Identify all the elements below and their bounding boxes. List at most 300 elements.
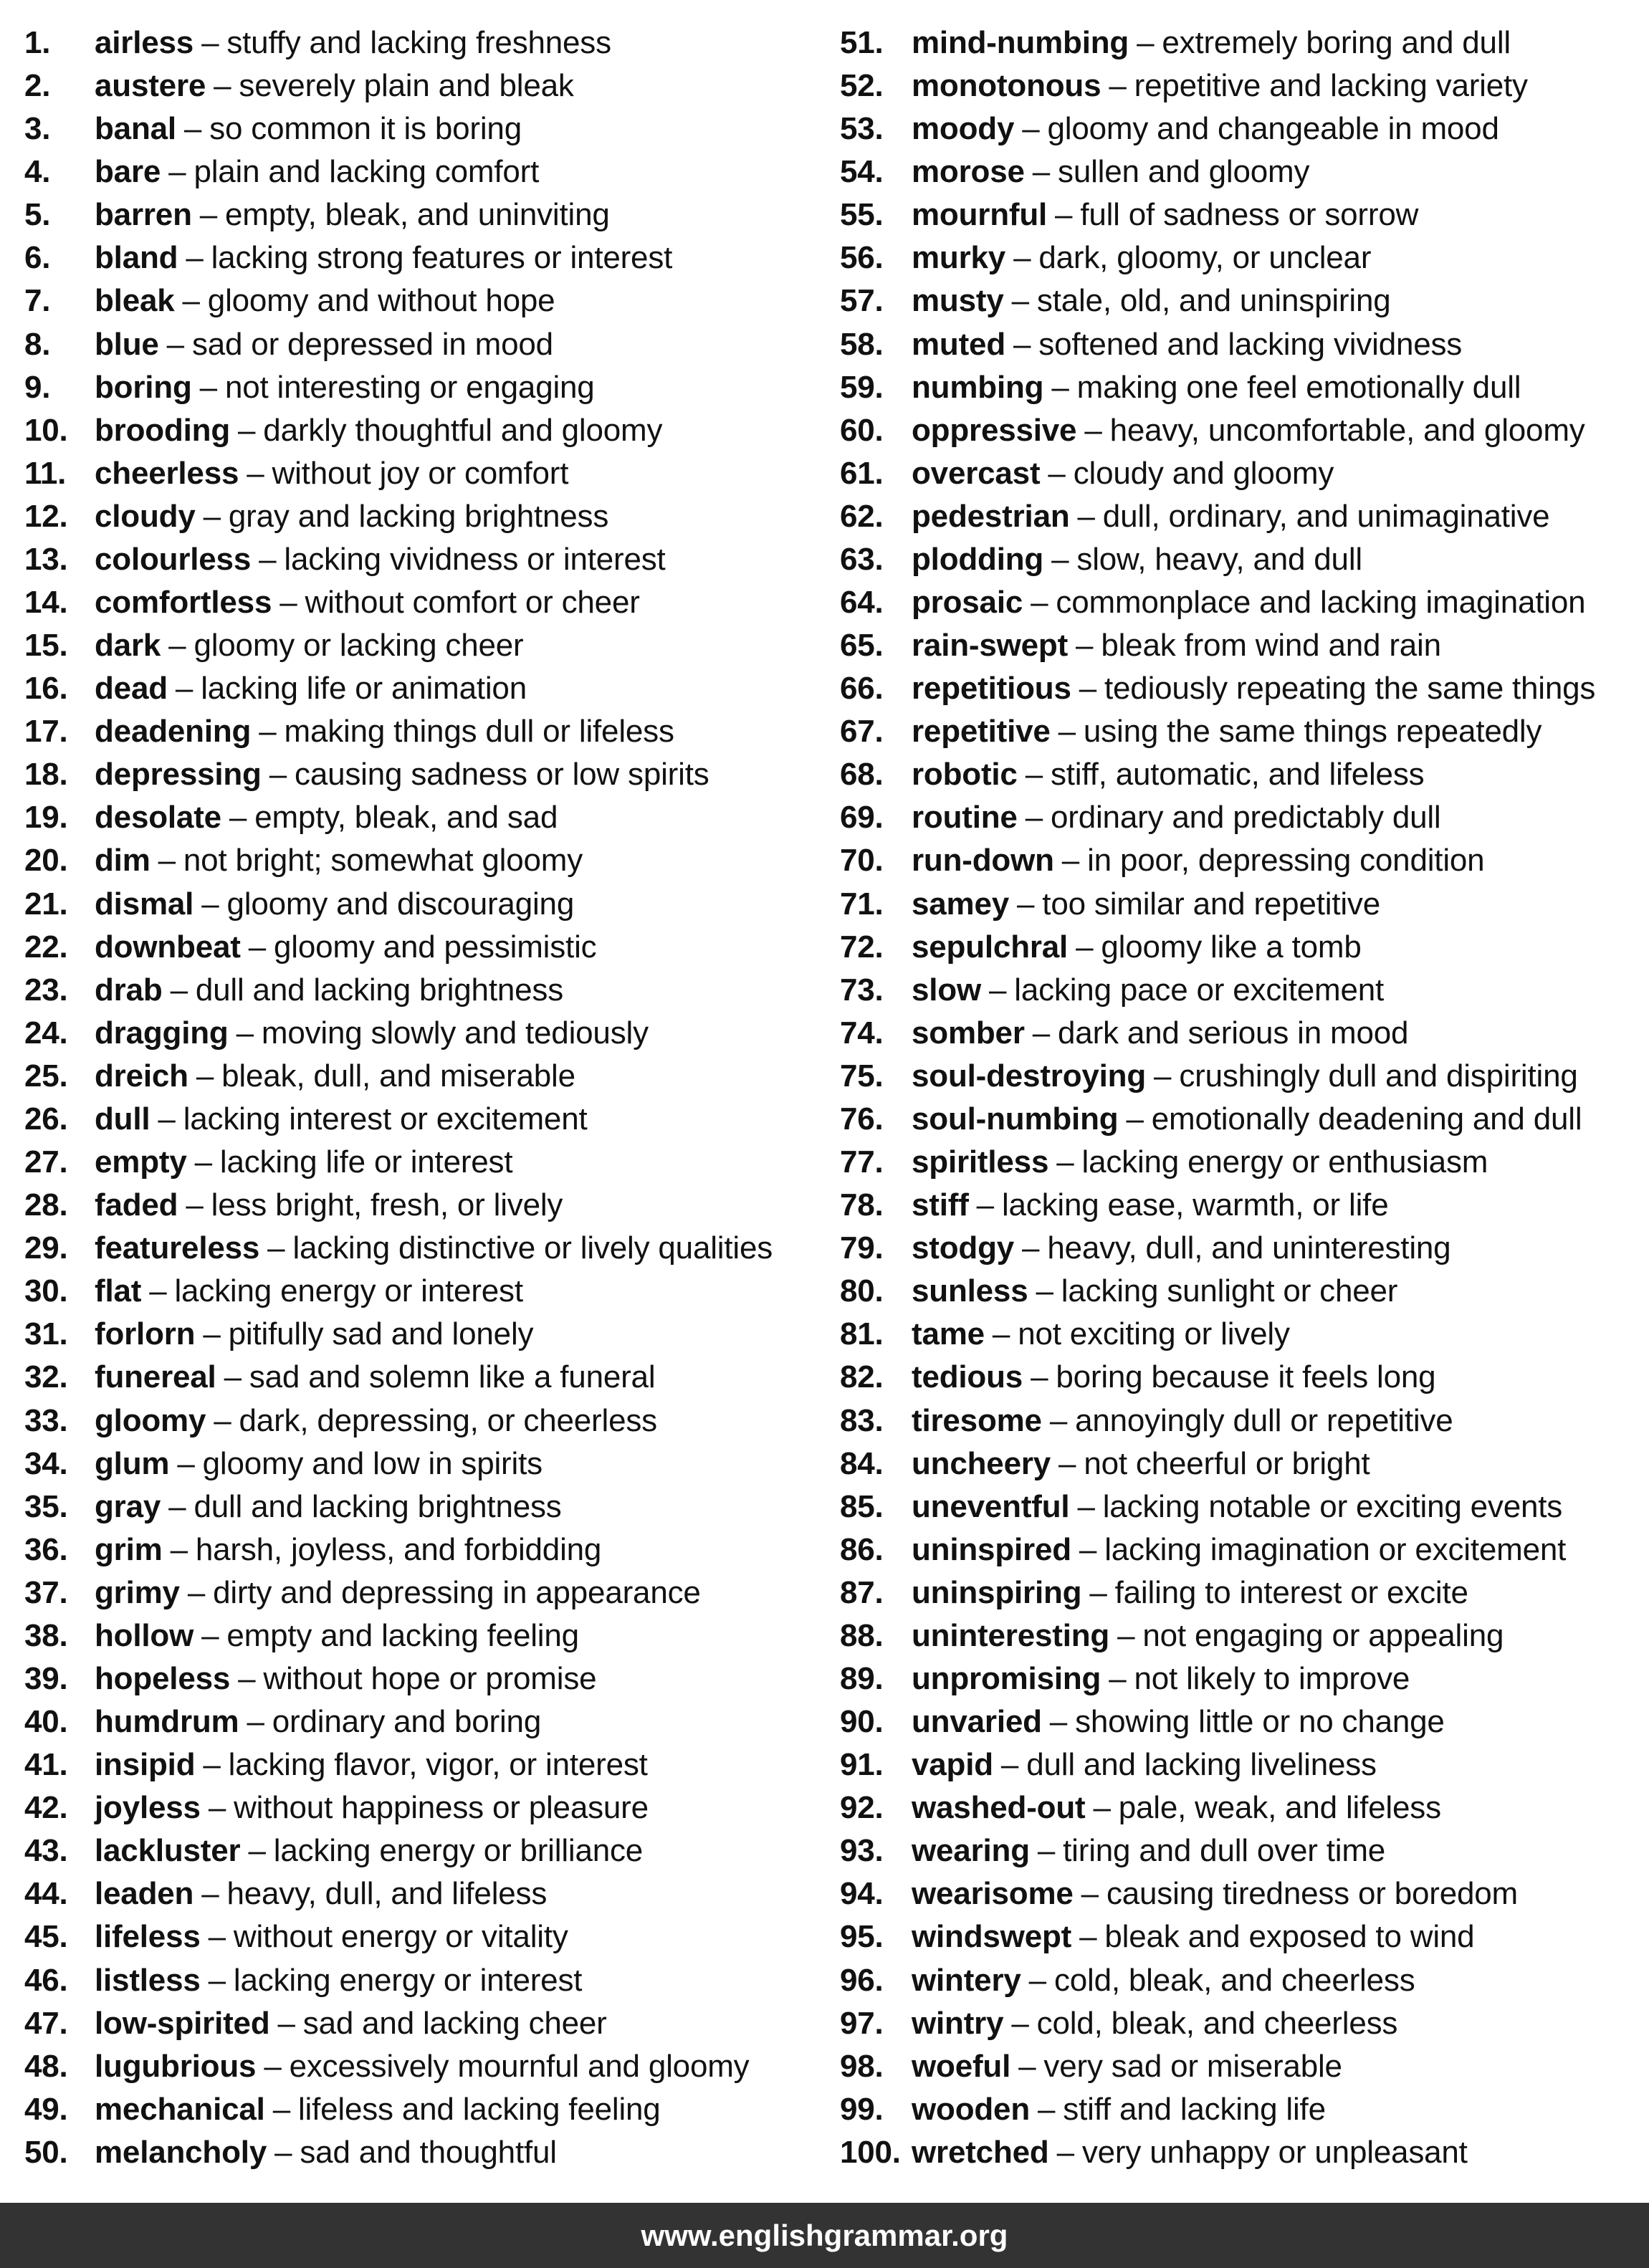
item-definition: repetitive and lacking variety [1134, 68, 1528, 104]
list-item [840, 323, 1635, 366]
item-word: cloudy [95, 498, 196, 534]
item-separator: – [976, 1187, 994, 1223]
list-item [840, 839, 1635, 882]
item-definition: dark and serious in mood [1058, 1015, 1409, 1051]
item-separator: – [272, 2091, 290, 2127]
item-definition: crushingly dull and dispiriting [1179, 1058, 1578, 1094]
list-item [840, 1356, 1635, 1399]
item-number: 90. [840, 1704, 884, 1740]
item-separator: – [1013, 240, 1031, 276]
item-separator: – [1126, 1101, 1144, 1137]
item-separator: – [1037, 1833, 1056, 1869]
item-word: boring [95, 369, 192, 405]
item-separator: – [194, 1144, 212, 1180]
item-number: 55. [840, 197, 884, 233]
item-separator: – [247, 1704, 264, 1740]
item-separator: – [1038, 2091, 1056, 2127]
item-separator: – [187, 1574, 206, 1610]
list-item [840, 1528, 1635, 1571]
list-item [24, 926, 827, 969]
item-number: 33. [24, 1402, 68, 1438]
item-word: gloomy [95, 1402, 206, 1438]
item-separator: – [175, 671, 193, 707]
item-separator: – [182, 283, 200, 319]
item-word: uneventful [912, 1488, 1070, 1524]
item-definition: sad and solemn like a funeral [249, 1359, 656, 1395]
item-definition: bleak, dull, and miserable [221, 1058, 575, 1094]
item-definition: sad and lacking cheer [302, 2005, 607, 2041]
item-word: uninspiring [912, 1574, 1082, 1610]
item-number: 24. [24, 1015, 68, 1051]
item-word: musty [912, 283, 1004, 319]
item-definition: bleak and exposed to wind [1104, 1919, 1475, 1955]
item-separator: – [201, 1617, 219, 1653]
item-separator: – [203, 1747, 221, 1783]
item-separator: – [1013, 326, 1031, 362]
item-word: stodgy [912, 1230, 1015, 1266]
item-definition: lacking life or animation [201, 671, 527, 707]
item-word: lifeless [95, 1919, 201, 1955]
item-separator: – [247, 455, 264, 491]
item-separator: – [158, 1101, 176, 1137]
list-item [840, 495, 1635, 538]
list-item [840, 2045, 1635, 2088]
item-word: routine [912, 800, 1018, 836]
list-item [24, 495, 827, 538]
item-separator: – [1032, 1015, 1051, 1051]
item-definition: stale, old, and uninspiring [1036, 283, 1391, 319]
list-item [24, 2088, 827, 2131]
item-number: 61. [840, 455, 884, 491]
item-number: 21. [24, 886, 68, 922]
item-separator: – [1000, 1747, 1019, 1783]
item-word: repetitive [912, 714, 1051, 750]
item-definition: gloomy and pessimistic [274, 929, 597, 965]
list-item [840, 796, 1635, 839]
list-item [840, 1313, 1635, 1356]
item-number: 93. [840, 1833, 884, 1869]
item-separator: – [1025, 757, 1043, 793]
list-item [840, 1743, 1635, 1786]
item-definition: lacking interest or excitement [183, 1101, 588, 1137]
list-item [24, 1959, 827, 2002]
item-number: 73. [840, 972, 884, 1008]
item-definition: stiff, automatic, and lifeless [1050, 757, 1425, 793]
list-item [24, 624, 827, 667]
item-definition: lacking sunlight or cheer [1061, 1273, 1398, 1309]
list-item [24, 193, 827, 236]
item-separator: – [1058, 714, 1076, 750]
item-number: 28. [24, 1187, 68, 1223]
item-separator: – [201, 25, 219, 60]
item-word: insipid [95, 1747, 196, 1783]
item-definition: lacking energy or brilliance [273, 1833, 644, 1869]
item-number: 68. [840, 757, 884, 793]
item-separator: – [1077, 1488, 1095, 1524]
item-number: 6. [24, 240, 51, 276]
item-definition: empty and lacking feeling [226, 1617, 579, 1653]
item-separator: – [238, 412, 256, 448]
footer-website-url: www.englishgrammar.org [641, 2219, 1008, 2252]
item-separator: – [203, 1316, 221, 1352]
item-definition: pitifully sad and lonely [228, 1316, 534, 1352]
item-number: 62. [840, 498, 884, 534]
list-item [24, 1485, 827, 1528]
item-separator: – [208, 1962, 226, 1998]
list-item [840, 1442, 1635, 1485]
item-definition: causing sadness or low spirits [295, 757, 709, 793]
item-definition: lacking ease, warmth, or life [1001, 1187, 1389, 1223]
item-separator: – [168, 1488, 186, 1524]
item-word: gray [95, 1488, 161, 1524]
list-item [24, 839, 827, 882]
item-separator: – [248, 1833, 266, 1869]
item-definition: dull, ordinary, and unimaginative [1102, 498, 1550, 534]
item-separator: – [1117, 1617, 1135, 1653]
item-separator: – [1077, 498, 1095, 534]
item-separator: – [214, 1402, 231, 1438]
item-number: 19. [24, 800, 68, 836]
list-item [24, 323, 827, 366]
item-separator: – [259, 541, 277, 577]
item-number: 39. [24, 1660, 68, 1696]
item-definition: gloomy like a tomb [1101, 929, 1362, 965]
item-word: overcast [912, 455, 1041, 491]
item-number: 15. [24, 628, 68, 664]
item-definition: lacking energy or enthusiasm [1081, 1144, 1488, 1180]
item-word: spiritless [912, 1144, 1049, 1180]
item-definition: excessively mournful and gloomy [289, 2048, 750, 2084]
item-word: vapid [912, 1747, 993, 1783]
item-definition: without comfort or cheer [305, 585, 640, 621]
list-item [840, 1786, 1635, 1829]
item-definition: lacking energy or interest [233, 1962, 583, 1998]
list-item [840, 107, 1635, 150]
item-word: tedious [912, 1359, 1023, 1395]
item-definition: sullen and gloomy [1058, 154, 1310, 190]
list-item [840, 21, 1635, 64]
item-definition: cloudy and gloomy [1073, 455, 1334, 491]
item-separator: – [149, 1273, 167, 1309]
item-definition: stiff and lacking life [1063, 2091, 1326, 2127]
item-word: low-spirited [95, 2005, 270, 2041]
list-item [840, 1270, 1635, 1313]
item-word: woeful [912, 2048, 1011, 2084]
item-number: 67. [840, 714, 884, 750]
item-definition: too similar and repetitive [1042, 886, 1380, 922]
item-separator: – [269, 757, 287, 793]
list-item [840, 581, 1635, 624]
item-separator: – [1055, 197, 1073, 233]
item-number: 34. [24, 1445, 68, 1481]
item-word: banal [95, 111, 176, 147]
item-separator: – [199, 197, 218, 233]
list-item [840, 193, 1635, 236]
item-number: 41. [24, 1747, 68, 1783]
item-number: 78. [840, 1187, 884, 1223]
item-number: 35. [24, 1488, 68, 1524]
item-word: uncheery [912, 1445, 1051, 1481]
item-definition: without joy or comfort [272, 455, 569, 491]
item-separator: – [168, 628, 186, 664]
list-item [840, 1012, 1635, 1055]
item-definition: commonplace and lacking imagination [1056, 585, 1586, 621]
item-word: dismal [95, 886, 194, 922]
list-item [24, 1184, 827, 1227]
item-separator: – [1056, 2134, 1074, 2170]
item-separator: – [1025, 800, 1043, 836]
item-number: 71. [840, 886, 884, 922]
item-word: depressing [95, 757, 262, 793]
item-number: 85. [840, 1488, 884, 1524]
item-separator: – [203, 498, 221, 534]
list-item [840, 1399, 1635, 1442]
item-word: uninteresting [912, 1617, 1110, 1653]
item-word: empty [95, 1144, 187, 1180]
item-separator: – [199, 369, 217, 405]
list-item [840, 1657, 1635, 1700]
item-word: grim [95, 1531, 163, 1567]
item-definition: making one feel emotionally dull [1076, 369, 1521, 405]
list-item [840, 624, 1635, 667]
list-item [24, 1829, 827, 1872]
list-item [840, 1227, 1635, 1270]
item-word: prosaic [912, 585, 1023, 621]
item-definition: very unhappy or unpleasant [1081, 2134, 1468, 2170]
item-number: 22. [24, 929, 68, 965]
item-separator: – [166, 326, 184, 362]
item-word: samey [912, 886, 1010, 922]
list-item [24, 1012, 827, 1055]
list-item [24, 1055, 827, 1098]
item-separator: – [279, 585, 297, 621]
item-number: 82. [840, 1359, 884, 1395]
item-number: 69. [840, 800, 884, 836]
item-word: unvaried [912, 1704, 1042, 1740]
item-definition: tiring and dull over time [1063, 1833, 1386, 1869]
item-word: washed-out [912, 1790, 1086, 1826]
list-item [840, 1098, 1635, 1141]
list-item [24, 883, 827, 926]
list-item [840, 753, 1635, 796]
item-number: 25. [24, 1058, 68, 1094]
item-definition: failing to interest or excite [1114, 1574, 1468, 1610]
item-number: 20. [24, 843, 68, 879]
item-word: glum [95, 1445, 170, 1481]
item-word: moody [912, 111, 1015, 147]
item-separator: – [208, 1790, 226, 1826]
item-definition: not cheerful or bright [1084, 1445, 1370, 1481]
list-item [24, 710, 827, 753]
item-definition: slow, heavy, and dull [1076, 541, 1362, 577]
item-definition: not likely to improve [1134, 1660, 1410, 1696]
item-number: 5. [24, 197, 51, 233]
list-item [840, 1055, 1635, 1098]
item-number: 44. [24, 1876, 68, 1912]
item-definition: stuffy and lacking freshness [226, 25, 611, 60]
item-word: melancholy [95, 2134, 267, 2170]
item-number: 47. [24, 2005, 68, 2041]
item-number: 43. [24, 1833, 68, 1869]
item-word: tame [912, 1316, 985, 1352]
list-item [840, 926, 1635, 969]
list-item [24, 538, 827, 581]
item-definition: in poor, depressing condition [1087, 843, 1485, 879]
item-number: 29. [24, 1230, 68, 1266]
item-definition: showing little or no change [1075, 1704, 1445, 1740]
item-separator: – [259, 714, 277, 750]
list-item [840, 883, 1635, 926]
item-number: 56. [840, 240, 884, 276]
list-item [840, 409, 1635, 452]
item-word: slow [912, 972, 981, 1008]
list-item [24, 1141, 827, 1184]
item-definition: dull and lacking brightness [195, 972, 563, 1008]
item-number: 27. [24, 1144, 68, 1180]
item-number: 77. [840, 1144, 884, 1180]
item-word: grimy [95, 1574, 180, 1610]
item-number: 89. [840, 1660, 884, 1696]
item-word: sepulchral [912, 929, 1069, 965]
item-definition: gloomy and discouraging [226, 886, 575, 922]
item-number: 96. [840, 1962, 884, 1998]
item-separator: – [1036, 1273, 1053, 1309]
item-number: 65. [840, 628, 884, 664]
item-number: 11. [24, 455, 67, 491]
item-word: desolate [95, 800, 221, 836]
list-item [24, 1571, 827, 1614]
item-word: soul-numbing [912, 1101, 1119, 1137]
item-word: forlorn [95, 1316, 196, 1352]
item-number: 4. [24, 154, 51, 190]
item-word: wooden [912, 2091, 1031, 2127]
item-definition: empty, bleak, and uninviting [225, 197, 610, 233]
item-definition: making things dull or lifeless [284, 714, 674, 750]
list-item [24, 1657, 827, 1700]
item-definition: very sad or miserable [1043, 2048, 1342, 2084]
item-definition: not engaging or appealing [1142, 1617, 1504, 1653]
item-word: airless [95, 25, 194, 60]
list-item [24, 452, 827, 495]
item-separator: – [168, 154, 186, 190]
item-separator: – [1011, 283, 1029, 319]
list-item [840, 452, 1635, 495]
list-item [840, 1184, 1635, 1227]
item-definition: dark, depressing, or cheerless [239, 1402, 657, 1438]
item-definition: bleak from wind and rain [1101, 628, 1441, 664]
list-item [840, 2131, 1635, 2174]
item-word: dark [95, 628, 161, 664]
item-separator: – [229, 800, 247, 836]
item-word: wintery [912, 1962, 1021, 1998]
item-definition: less bright, fresh, or lively [211, 1187, 563, 1223]
item-definition: gloomy and without hope [207, 283, 555, 319]
item-separator: – [1032, 154, 1051, 190]
item-word: flat [95, 1273, 142, 1309]
item-separator: – [1154, 1058, 1172, 1094]
item-definition: not interesting or engaging [224, 369, 595, 405]
item-word: pedestrian [912, 498, 1070, 534]
item-separator: – [1061, 843, 1080, 879]
item-word: wintry [912, 2005, 1004, 2041]
item-number: 12. [24, 498, 68, 534]
item-number: 87. [840, 1574, 884, 1610]
item-definition: gloomy and changeable in mood [1047, 111, 1499, 147]
item-number: 42. [24, 1790, 68, 1826]
list-item [840, 969, 1635, 1012]
list-item [840, 1915, 1635, 1958]
item-definition: sad and thoughtful [300, 2134, 557, 2170]
list-item [24, 21, 827, 64]
item-definition: lacking energy or interest [174, 1273, 523, 1309]
item-number: 38. [24, 1617, 68, 1653]
item-number: 2. [24, 68, 51, 104]
item-separator: – [186, 1187, 204, 1223]
list-item [24, 581, 827, 624]
item-definition: lacking notable or exciting events [1102, 1488, 1563, 1524]
item-definition: lacking flavor, vigor, or interest [228, 1747, 648, 1783]
item-separator: – [1031, 1359, 1048, 1395]
item-word: stiff [912, 1187, 969, 1223]
list-item [24, 1743, 827, 1786]
item-word: numbing [912, 369, 1044, 405]
item-number: 54. [840, 154, 884, 190]
item-word: somber [912, 1015, 1025, 1051]
list-item [24, 1786, 827, 1829]
item-word: muted [912, 326, 1006, 362]
item-separator: – [1079, 671, 1097, 707]
item-definition: moving slowly and tediously [261, 1015, 649, 1051]
item-word: plodding [912, 541, 1044, 577]
item-number: 32. [24, 1359, 68, 1395]
item-number: 79. [840, 1230, 884, 1266]
item-definition: emotionally deadening and dull [1151, 1101, 1582, 1137]
item-word: uninspired [912, 1531, 1071, 1567]
item-separator: – [1093, 1790, 1111, 1826]
item-definition: dull and lacking brightness [193, 1488, 562, 1524]
item-separator: – [1049, 1704, 1068, 1740]
item-number: 17. [24, 714, 68, 750]
item-separator: – [277, 2005, 295, 2041]
item-separator: – [1028, 1962, 1046, 1998]
item-word: funereal [95, 1359, 216, 1395]
item-separator: – [1011, 2005, 1029, 2041]
item-definition: tediously repeating the same things [1104, 671, 1596, 707]
list-item [24, 667, 827, 710]
item-number: 80. [840, 1273, 884, 1309]
item-number: 10. [24, 412, 68, 448]
item-number: 14. [24, 585, 68, 621]
item-word: featureless [95, 1230, 260, 1266]
list-item [24, 796, 827, 839]
item-separator: – [201, 1876, 219, 1912]
list-item [24, 409, 827, 452]
item-separator: – [1076, 628, 1094, 664]
item-number: 36. [24, 1531, 68, 1567]
item-separator: – [1022, 111, 1040, 147]
item-word: robotic [912, 757, 1018, 793]
item-word: windswept [912, 1919, 1072, 1955]
item-word: leaden [95, 1876, 194, 1912]
item-word: wearing [912, 1833, 1030, 1869]
item-word: lackluster [95, 1833, 241, 1869]
item-number: 64. [840, 585, 884, 621]
item-definition: without happiness or pleasure [234, 1790, 649, 1826]
item-definition: cold, bleak, and cheerless [1036, 2005, 1398, 2041]
item-number: 72. [840, 929, 884, 965]
item-word: oppressive [912, 412, 1077, 448]
item-number: 94. [840, 1876, 884, 1912]
